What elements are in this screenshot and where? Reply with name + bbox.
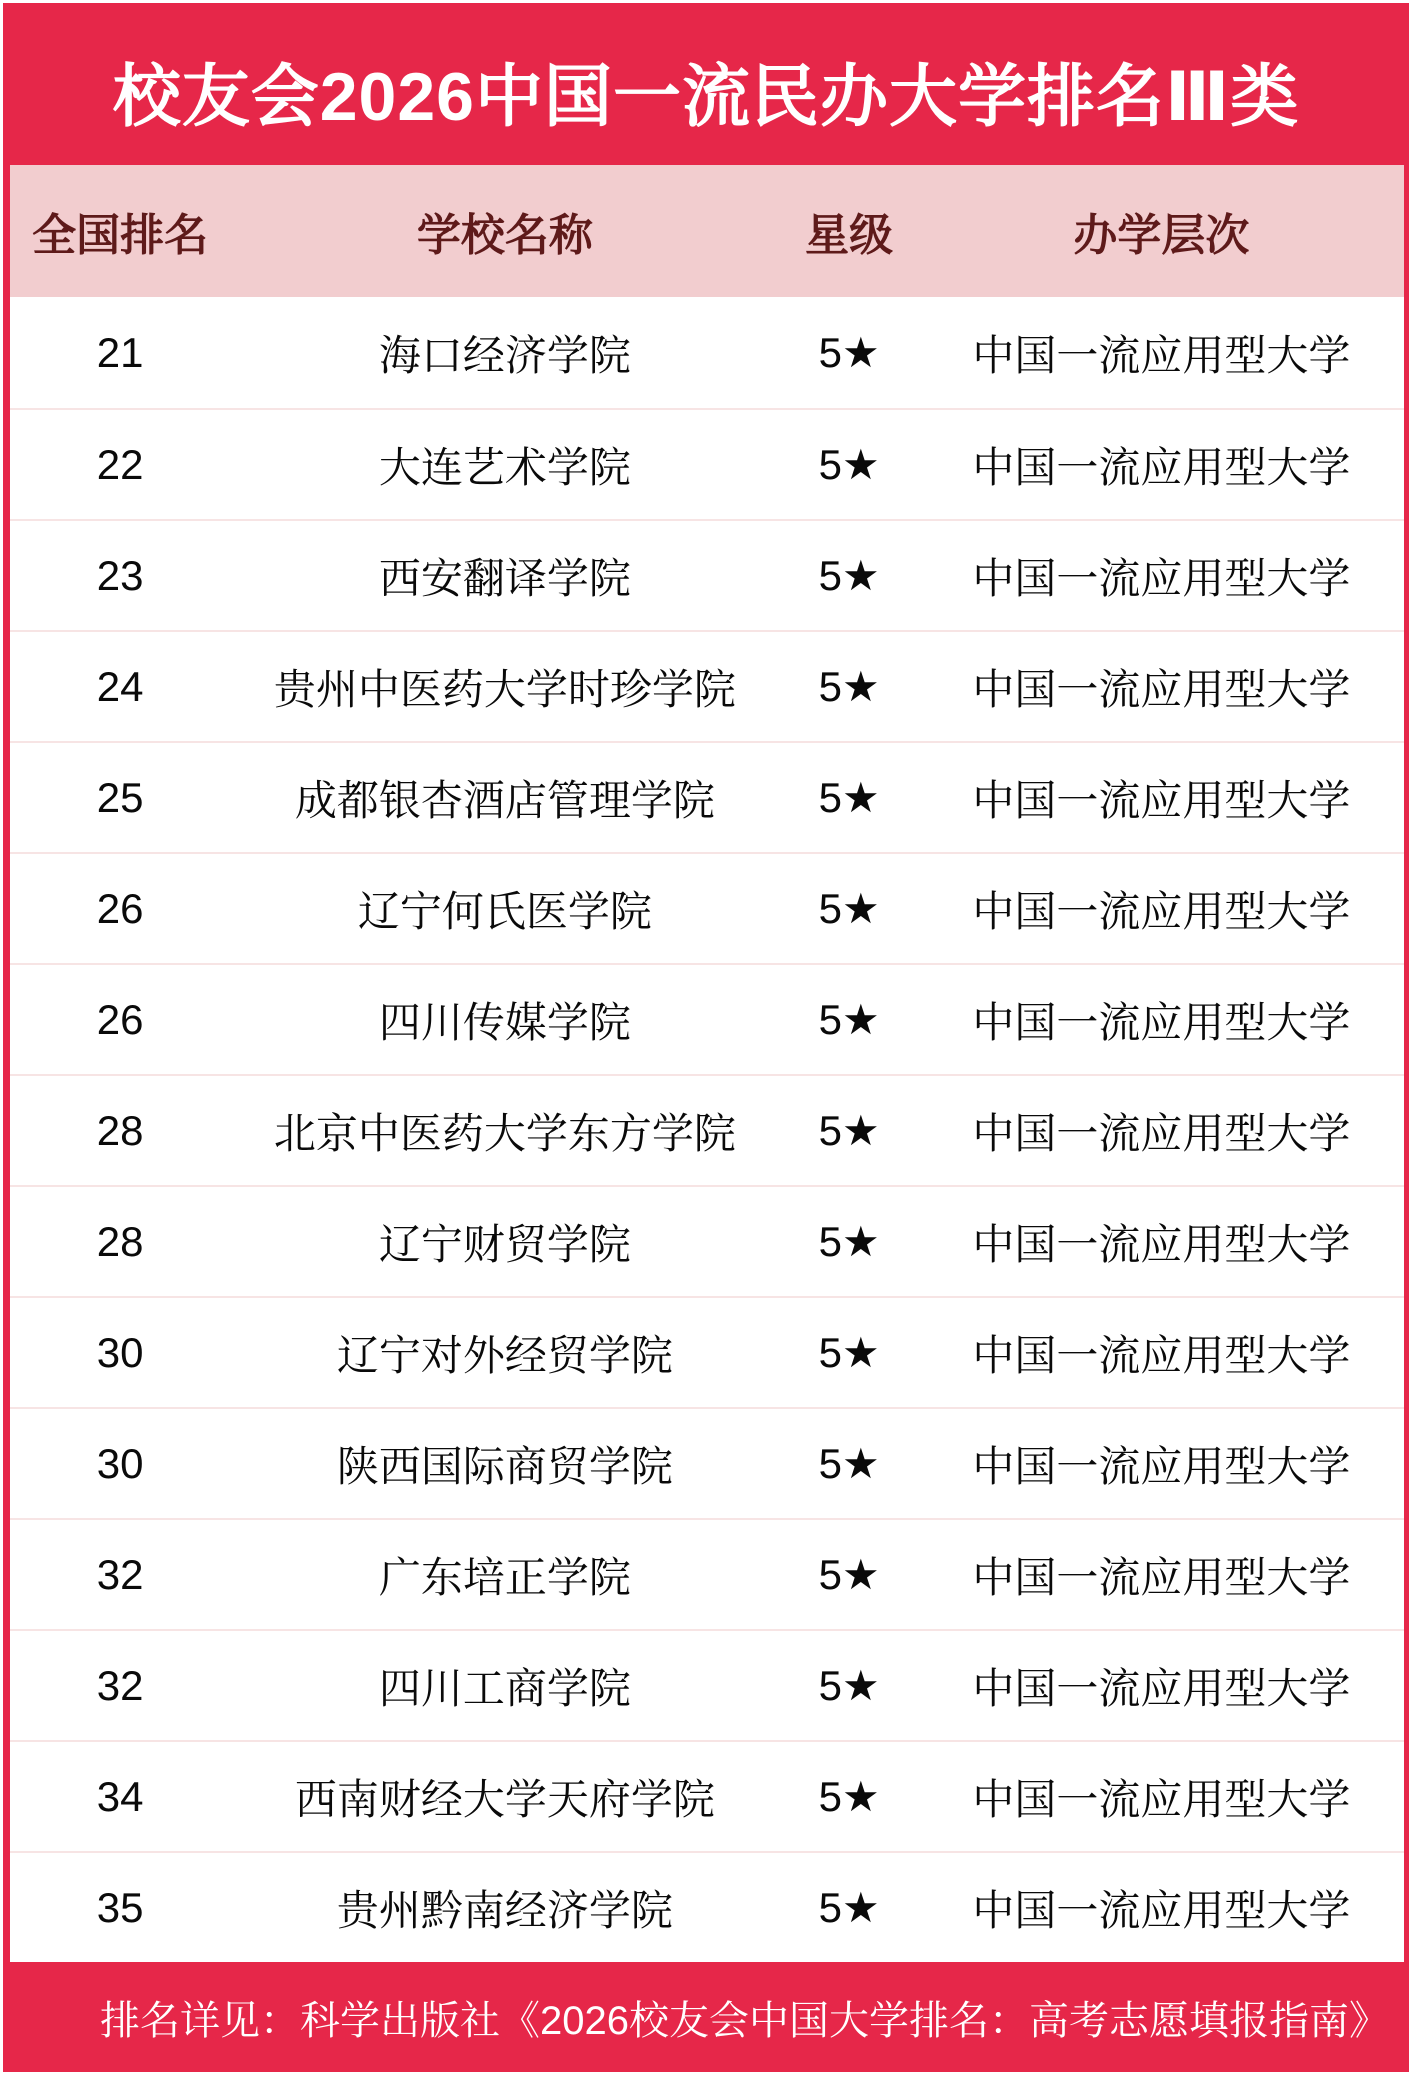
cell-star: 5★ xyxy=(818,1662,880,1709)
table-row xyxy=(10,1740,1404,1851)
cell-star: 5★ xyxy=(818,1440,880,1487)
table-row xyxy=(10,408,1404,519)
column-header-school: 学校名称 xyxy=(416,211,593,260)
table-body xyxy=(10,297,1404,1962)
table-row xyxy=(10,741,1404,852)
ranking-table xyxy=(10,165,1404,1962)
cell-school: 辽宁财贸学院 xyxy=(378,1220,631,1268)
cell-rank: 30 xyxy=(96,1328,144,1376)
cell-rank: 34 xyxy=(96,1772,144,1820)
cell-school: 西安翻译学院 xyxy=(378,554,631,602)
table-header-row xyxy=(10,165,1404,297)
cell-rank: 25 xyxy=(96,773,144,821)
cell-rank: 22 xyxy=(96,440,144,488)
footer xyxy=(3,1962,1409,2072)
cell-school: 成都银杏酒店管理学院 xyxy=(294,776,715,824)
cell-rank: 24 xyxy=(96,662,144,710)
table-row xyxy=(10,297,1404,408)
cell-star: 5★ xyxy=(818,1773,880,1820)
cell-level: 中国一流应用型大学 xyxy=(972,443,1351,491)
table-row xyxy=(10,1851,1404,1962)
cell-school: 贵州黔南经济学院 xyxy=(336,1886,673,1934)
table-row xyxy=(10,1518,1404,1629)
cell-star: 5★ xyxy=(818,329,880,376)
cell-school: 陕西国际商贸学院 xyxy=(336,1442,673,1490)
cell-school: 四川传媒学院 xyxy=(378,998,631,1046)
cell-school: 大连艺术学院 xyxy=(378,443,631,491)
cell-rank: 23 xyxy=(96,551,144,599)
cell-school: 四川工商学院 xyxy=(378,1664,631,1712)
cell-rank: 35 xyxy=(96,1883,144,1931)
cell-level: 中国一流应用型大学 xyxy=(972,1220,1351,1268)
footer-note: 排名详见：科学出版社《2026校友会中国大学排名：高考志愿填报指南》 xyxy=(100,1998,1389,2043)
cell-rank: 28 xyxy=(96,1217,144,1265)
cell-rank: 32 xyxy=(96,1550,144,1598)
table-row xyxy=(10,1185,1404,1296)
table-row xyxy=(10,1629,1404,1740)
cell-level: 中国一流应用型大学 xyxy=(972,1775,1351,1823)
cell-star: 5★ xyxy=(818,1884,880,1931)
cell-level: 中国一流应用型大学 xyxy=(972,1553,1351,1601)
cell-level: 中国一流应用型大学 xyxy=(972,554,1351,602)
cell-star: 5★ xyxy=(818,996,880,1043)
cell-star: 5★ xyxy=(818,1329,880,1376)
cell-level: 中国一流应用型大学 xyxy=(972,331,1351,379)
cell-school: 贵州中医药大学时珍学院 xyxy=(273,665,736,713)
column-header-star: 星级 xyxy=(805,211,894,260)
cell-level: 中国一流应用型大学 xyxy=(972,1442,1351,1490)
cell-school: 辽宁何氏医学院 xyxy=(357,887,652,935)
cell-school: 辽宁对外经贸学院 xyxy=(336,1331,673,1379)
title-banner xyxy=(3,3,1409,165)
cell-level: 中国一流应用型大学 xyxy=(972,665,1351,713)
cell-level: 中国一流应用型大学 xyxy=(972,998,1351,1046)
table-row xyxy=(10,1296,1404,1407)
cell-star: 5★ xyxy=(818,774,880,821)
cell-level: 中国一流应用型大学 xyxy=(972,1109,1351,1157)
cell-level: 中国一流应用型大学 xyxy=(972,1886,1351,1934)
cell-star: 5★ xyxy=(818,885,880,932)
cell-rank: 21 xyxy=(96,328,144,376)
page-title: 校友会2026中国一流民办大学排名Ⅲ类 xyxy=(112,58,1300,135)
table-row xyxy=(10,630,1404,741)
cell-star: 5★ xyxy=(818,1551,880,1598)
cell-rank: 32 xyxy=(96,1661,144,1709)
cell-star: 5★ xyxy=(818,1218,880,1265)
cell-school: 西南财经大学天府学院 xyxy=(294,1775,715,1823)
cell-level: 中国一流应用型大学 xyxy=(972,1664,1351,1712)
table-row xyxy=(10,963,1404,1074)
cell-level: 中国一流应用型大学 xyxy=(972,887,1351,935)
cell-level: 中国一流应用型大学 xyxy=(972,1331,1351,1379)
cell-rank: 28 xyxy=(96,1106,144,1154)
cell-star: 5★ xyxy=(818,552,880,599)
column-header-rank: 全国排名 xyxy=(32,211,209,260)
column-header-level: 办学层次 xyxy=(1073,211,1250,260)
cell-star: 5★ xyxy=(818,663,880,710)
cell-school: 广东培正学院 xyxy=(378,1553,631,1601)
cell-level: 中国一流应用型大学 xyxy=(972,776,1351,824)
cell-school: 北京中医药大学东方学院 xyxy=(273,1109,736,1157)
table-row xyxy=(10,1074,1404,1185)
cell-star: 5★ xyxy=(818,1107,880,1154)
cell-rank: 30 xyxy=(96,1439,144,1487)
cell-rank: 26 xyxy=(96,884,144,932)
table-row xyxy=(10,519,1404,630)
table-row xyxy=(10,1407,1404,1518)
cell-star: 5★ xyxy=(818,441,880,488)
cell-school: 海口经济学院 xyxy=(378,331,631,379)
table-row xyxy=(10,852,1404,963)
cell-rank: 26 xyxy=(96,995,144,1043)
